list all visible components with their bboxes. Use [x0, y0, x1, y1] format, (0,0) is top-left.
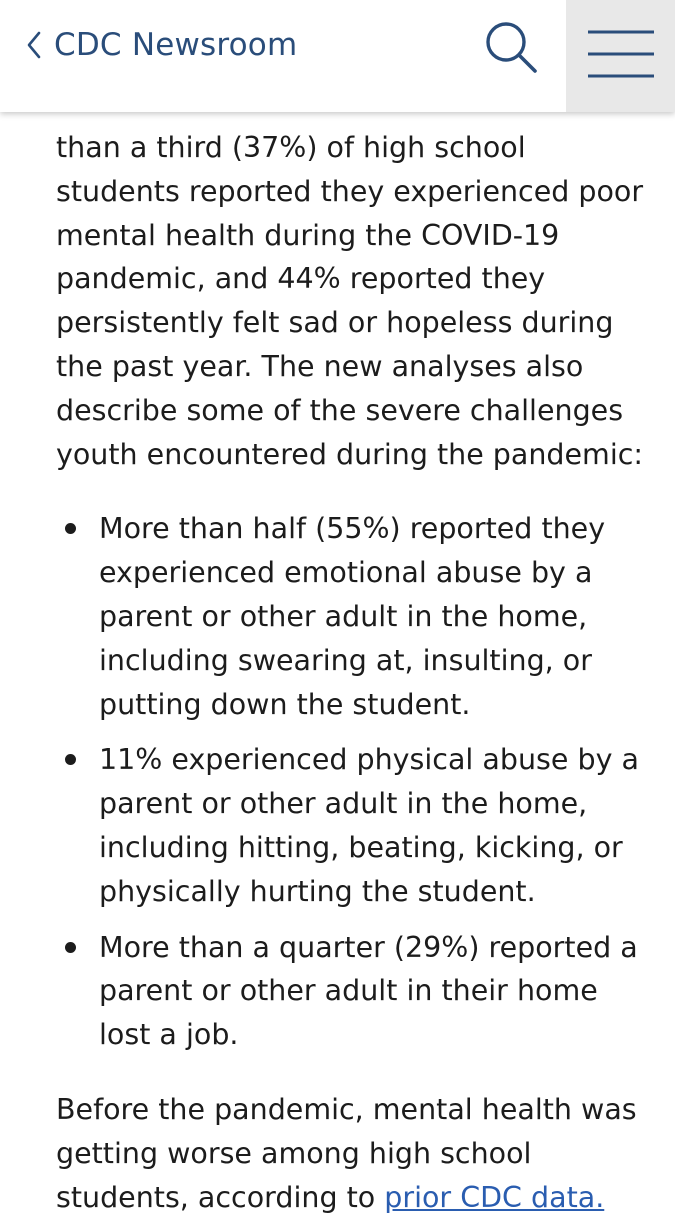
- list-item-text: 11% experienced physical abuse by a parent or other adult in the home, including hitting, beating, kicking, or physically hurting the student.: [99, 743, 639, 908]
- search-button[interactable]: [478, 16, 544, 82]
- article-body: [56, 78, 656, 1219]
- list-item-text: More than a quarter (29%) reported a parent or other adult in their home lost a job.: [99, 930, 638, 1052]
- bullet-dot: [65, 754, 76, 765]
- bullet-dot: [65, 523, 76, 534]
- chevron-left-icon: [26, 31, 42, 59]
- list-item-text: More than half (55%) reported they experienced emotional abuse by a parent or other adult in the home, including swearing at, insulting, or putting down the student.: [99, 512, 606, 721]
- bullet-dot: [65, 942, 76, 953]
- back-link-label: CDC Newsroom: [54, 27, 298, 63]
- top-nav-bar: [0, 0, 675, 112]
- list-item: [56, 738, 656, 913]
- menu-button[interactable]: [566, 0, 675, 112]
- menu-icon: [586, 29, 656, 83]
- closing-text: Before the pandemic, mental health was getting worse among high school students, according to: [56, 1092, 637, 1214]
- intro-paragraph: than a third (37%) of high school students reported they experienced poor mental health during the COVID-19 pandemic, and 44% reported they persistently felt sad or hopeless during the past year. The new analyses also describe some of the severe challenges youth encountered during the pandemic:: [56, 131, 644, 471]
- back-to-newsroom-link[interactable]: [26, 22, 297, 68]
- list-item: [56, 507, 656, 726]
- prior-cdc-data-link[interactable]: prior CDC data.: [384, 1180, 605, 1214]
- challenges-list: [56, 507, 656, 1057]
- closing-paragraph: [56, 1088, 656, 1219]
- list-item: [56, 926, 656, 1057]
- search-icon: [482, 18, 540, 80]
